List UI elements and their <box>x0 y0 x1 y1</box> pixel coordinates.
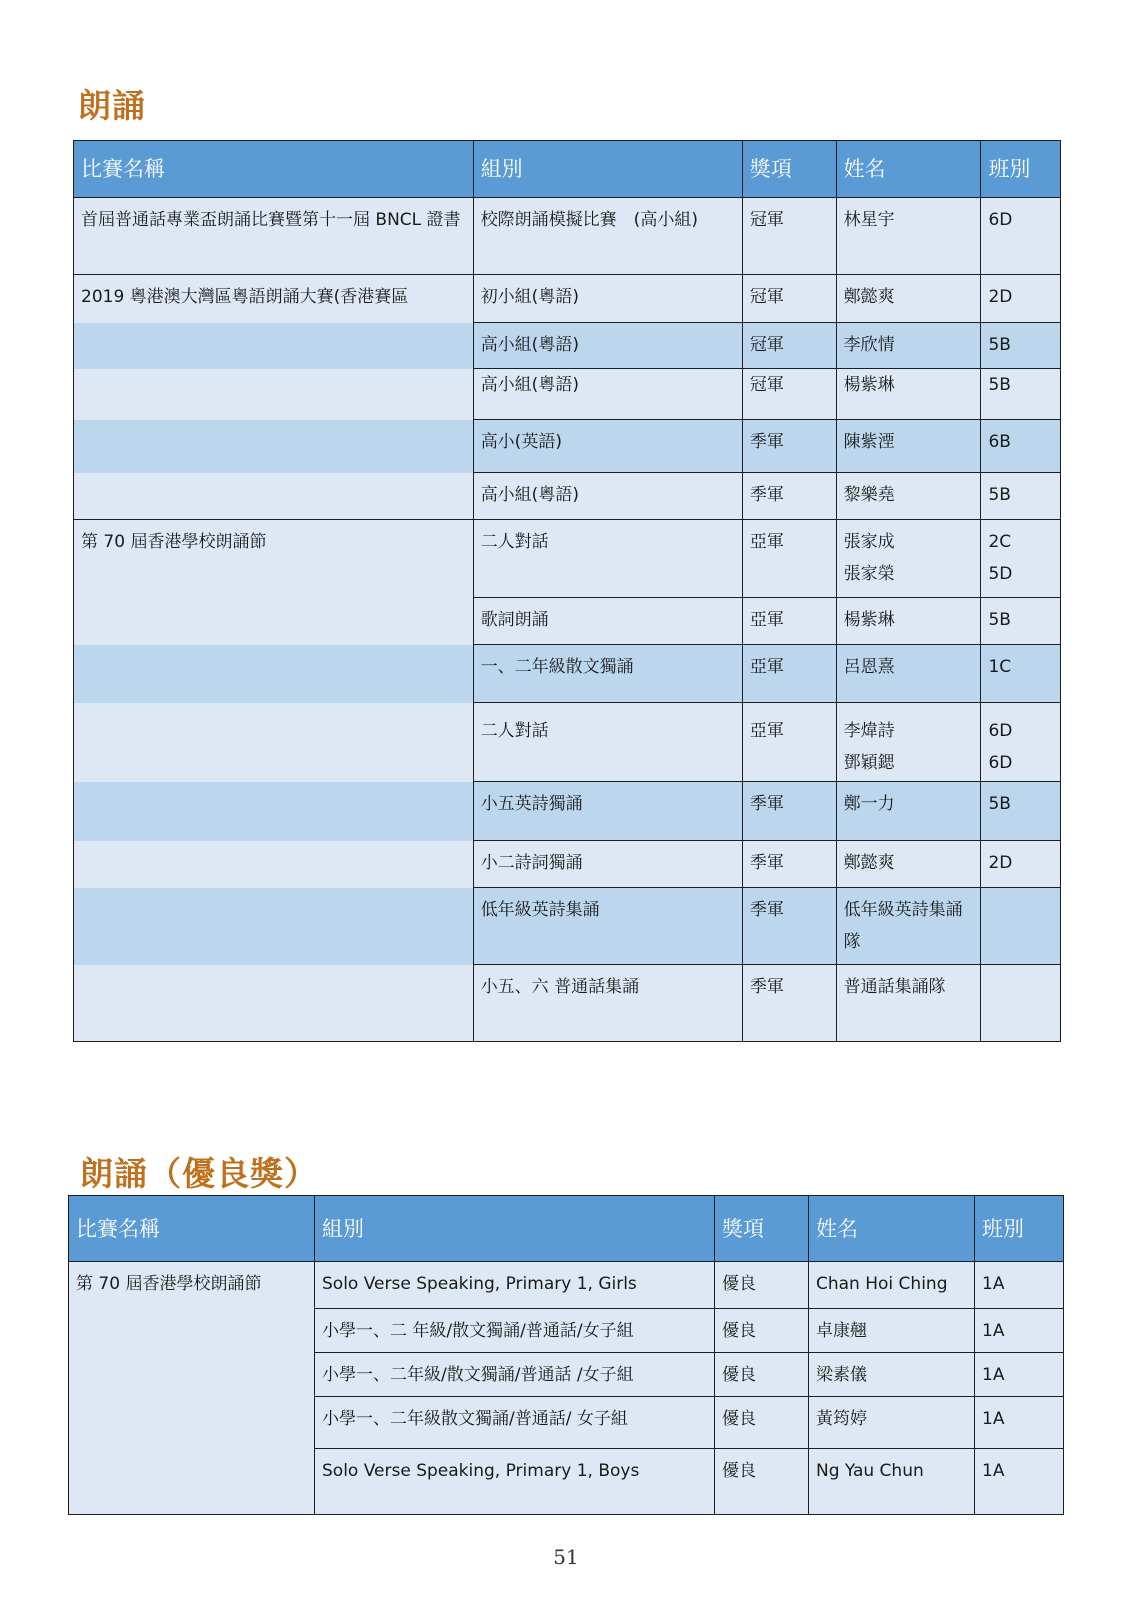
award-cell: 冠軍 <box>742 275 836 323</box>
class-cell: 1A <box>975 1353 1064 1397</box>
class-line: 5D <box>988 564 1013 584</box>
group-cell: Solo Verse Speaking, Primary 1, Boys <box>315 1449 715 1515</box>
group-cell: 校際朗誦模擬比賽 (高小組) <box>473 198 742 275</box>
name-cell: 鄭懿爽 <box>836 275 981 323</box>
award-cell: 季軍 <box>742 473 836 520</box>
name-cell: 普通話集誦隊 <box>836 965 981 1042</box>
header-competition: 比賽名稱 <box>69 1196 315 1262</box>
name-cell <box>836 520 981 598</box>
group-cell: 高小組(粵語) <box>473 473 742 520</box>
group-cell: 二人對話 <box>473 520 742 598</box>
table-row <box>74 841 1061 888</box>
award-cell: 冠軍 <box>742 369 836 420</box>
class-cell: 5B <box>981 782 1061 841</box>
award-cell: 冠軍 <box>742 323 836 369</box>
competition-cell <box>74 965 474 1042</box>
recitation-awards-table <box>73 140 1061 1042</box>
class-cell: 5B <box>981 598 1061 645</box>
name-cell: 鄭一力 <box>836 782 981 841</box>
award-cell: 亞軍 <box>742 645 836 703</box>
table-row <box>74 323 1061 369</box>
table-row <box>74 369 1061 420</box>
header-class: 班別 <box>975 1196 1064 1262</box>
class-cell: 2D <box>981 275 1061 323</box>
table-row <box>74 520 1061 598</box>
competition-cell <box>74 369 474 420</box>
group-cell: 小二詩詞獨誦 <box>473 841 742 888</box>
table-row <box>69 1262 1064 1309</box>
header-name: 姓名 <box>836 141 981 198</box>
award-cell: 亞軍 <box>742 703 836 782</box>
competition-cell <box>74 888 474 965</box>
class-line: 6D <box>988 721 1013 741</box>
class-cell <box>981 520 1061 598</box>
section-title-recitation: 朗誦 <box>78 86 146 125</box>
competition-cell <box>74 703 474 782</box>
competition-cell <box>74 598 474 645</box>
competition-cell: 首屆普通話專業盃朗誦比賽暨第十一屆 BNCL 證書 <box>74 198 474 275</box>
competition-cell <box>74 841 474 888</box>
class-cell: 1A <box>975 1309 1064 1353</box>
group-cell: 二人對話 <box>473 703 742 782</box>
competition-cell <box>74 645 474 703</box>
award-cell: 優良 <box>715 1262 809 1309</box>
name-cell: 楊紫琳 <box>836 598 981 645</box>
competition-cell: 2019 粵港澳大灣區粵語朗誦大賽(香港賽區 <box>74 275 474 323</box>
award-cell: 季軍 <box>742 888 836 965</box>
competition-cell <box>74 420 474 473</box>
header-name: 姓名 <box>809 1196 975 1262</box>
class-cell <box>981 703 1061 782</box>
class-cell: 6B <box>981 420 1061 473</box>
table-row <box>74 645 1061 703</box>
award-cell: 亞軍 <box>742 598 836 645</box>
name-line: 鄧穎鍶 <box>843 753 895 773</box>
group-cell: 小學一、二年級散文獨誦/普通話/ 女子組 <box>315 1397 715 1449</box>
name-cell: 卓康翹 <box>809 1309 975 1353</box>
name-line: 張家榮 <box>843 564 895 584</box>
competition-cell <box>74 323 474 369</box>
name-cell <box>836 703 981 782</box>
class-cell: 1A <box>975 1449 1064 1515</box>
table-row <box>74 965 1061 1042</box>
table-header-row <box>69 1196 1064 1262</box>
header-group: 組別 <box>473 141 742 198</box>
competition-cell: 第 70 屆香港學校朗誦節 <box>69 1262 315 1515</box>
group-cell: 小學一、二年級/散文獨誦/普通話 /女子組 <box>315 1353 715 1397</box>
class-line: 6D <box>988 753 1013 773</box>
header-award: 獎項 <box>742 141 836 198</box>
award-cell: 季軍 <box>742 965 836 1042</box>
award-cell: 季軍 <box>742 420 836 473</box>
group-cell: 小五、六 普通話集誦 <box>473 965 742 1042</box>
name-cell: 楊紫琳 <box>836 369 981 420</box>
table-row <box>74 782 1061 841</box>
class-cell <box>981 965 1061 1042</box>
table-row <box>74 473 1061 520</box>
award-cell: 優良 <box>715 1353 809 1397</box>
section-title-merit: 朗誦（優良獎） <box>80 1154 318 1193</box>
award-cell: 優良 <box>715 1309 809 1353</box>
class-cell: 5B <box>981 369 1061 420</box>
award-cell: 亞軍 <box>742 520 836 598</box>
name-cell: 呂恩熹 <box>836 645 981 703</box>
header-class: 班別 <box>981 141 1061 198</box>
class-line: 2C <box>988 532 1012 552</box>
award-cell: 冠軍 <box>742 198 836 275</box>
group-cell: 小五英詩獨誦 <box>473 782 742 841</box>
table-row <box>74 198 1061 275</box>
class-cell <box>981 888 1061 965</box>
table-row <box>74 275 1061 323</box>
name-cell: 梁素儀 <box>809 1353 975 1397</box>
award-cell: 優良 <box>715 1397 809 1449</box>
table-row <box>74 888 1061 965</box>
name-cell: Ng Yau Chun <box>809 1449 975 1515</box>
name-line: 李煒詩 <box>843 721 895 741</box>
name-cell: 黎樂堯 <box>836 473 981 520</box>
name-cell: 鄭懿爽 <box>836 841 981 888</box>
class-cell: 5B <box>981 323 1061 369</box>
competition-cell <box>74 473 474 520</box>
table-row <box>74 420 1061 473</box>
class-cell: 1A <box>975 1262 1064 1309</box>
name-cell: 低年級英詩集誦隊 <box>836 888 981 965</box>
group-cell: 高小(英語) <box>473 420 742 473</box>
name-cell: 林星宇 <box>836 198 981 275</box>
group-cell: 初小組(粵語) <box>473 275 742 323</box>
award-cell: 優良 <box>715 1449 809 1515</box>
class-cell: 5B <box>981 473 1061 520</box>
name-cell: 李欣情 <box>836 323 981 369</box>
group-cell: 歌詞朗誦 <box>473 598 742 645</box>
class-cell: 1C <box>981 645 1061 703</box>
name-line: 張家成 <box>843 532 895 552</box>
header-award: 獎項 <box>715 1196 809 1262</box>
competition-cell <box>74 782 474 841</box>
class-cell: 1A <box>975 1397 1064 1449</box>
class-cell: 2D <box>981 841 1061 888</box>
name-cell: Chan Hoi Ching <box>809 1262 975 1309</box>
page-number: 51 <box>553 1545 579 1569</box>
name-cell: 陳紫湮 <box>836 420 981 473</box>
award-cell: 季軍 <box>742 782 836 841</box>
table-row <box>74 703 1061 782</box>
header-group: 組別 <box>315 1196 715 1262</box>
group-cell: 高小組(粵語) <box>473 323 742 369</box>
table-header-row <box>74 141 1061 198</box>
class-cell: 6D <box>981 198 1061 275</box>
group-cell: 低年級英詩集誦 <box>473 888 742 965</box>
group-cell: 一、二年級散文獨誦 <box>473 645 742 703</box>
header-competition: 比賽名稱 <box>74 141 474 198</box>
group-cell: Solo Verse Speaking, Primary 1, Girls <box>315 1262 715 1309</box>
name-cell: 黃筠婷 <box>809 1397 975 1449</box>
group-cell: 高小組(粵語) <box>473 369 742 420</box>
competition-cell: 第 70 屆香港學校朗誦節 <box>74 520 474 598</box>
table-row <box>74 598 1061 645</box>
merit-awards-table <box>68 1195 1064 1515</box>
award-cell: 季軍 <box>742 841 836 888</box>
group-cell: 小學一、二 年級/散文獨誦/普通話/女子組 <box>315 1309 715 1353</box>
